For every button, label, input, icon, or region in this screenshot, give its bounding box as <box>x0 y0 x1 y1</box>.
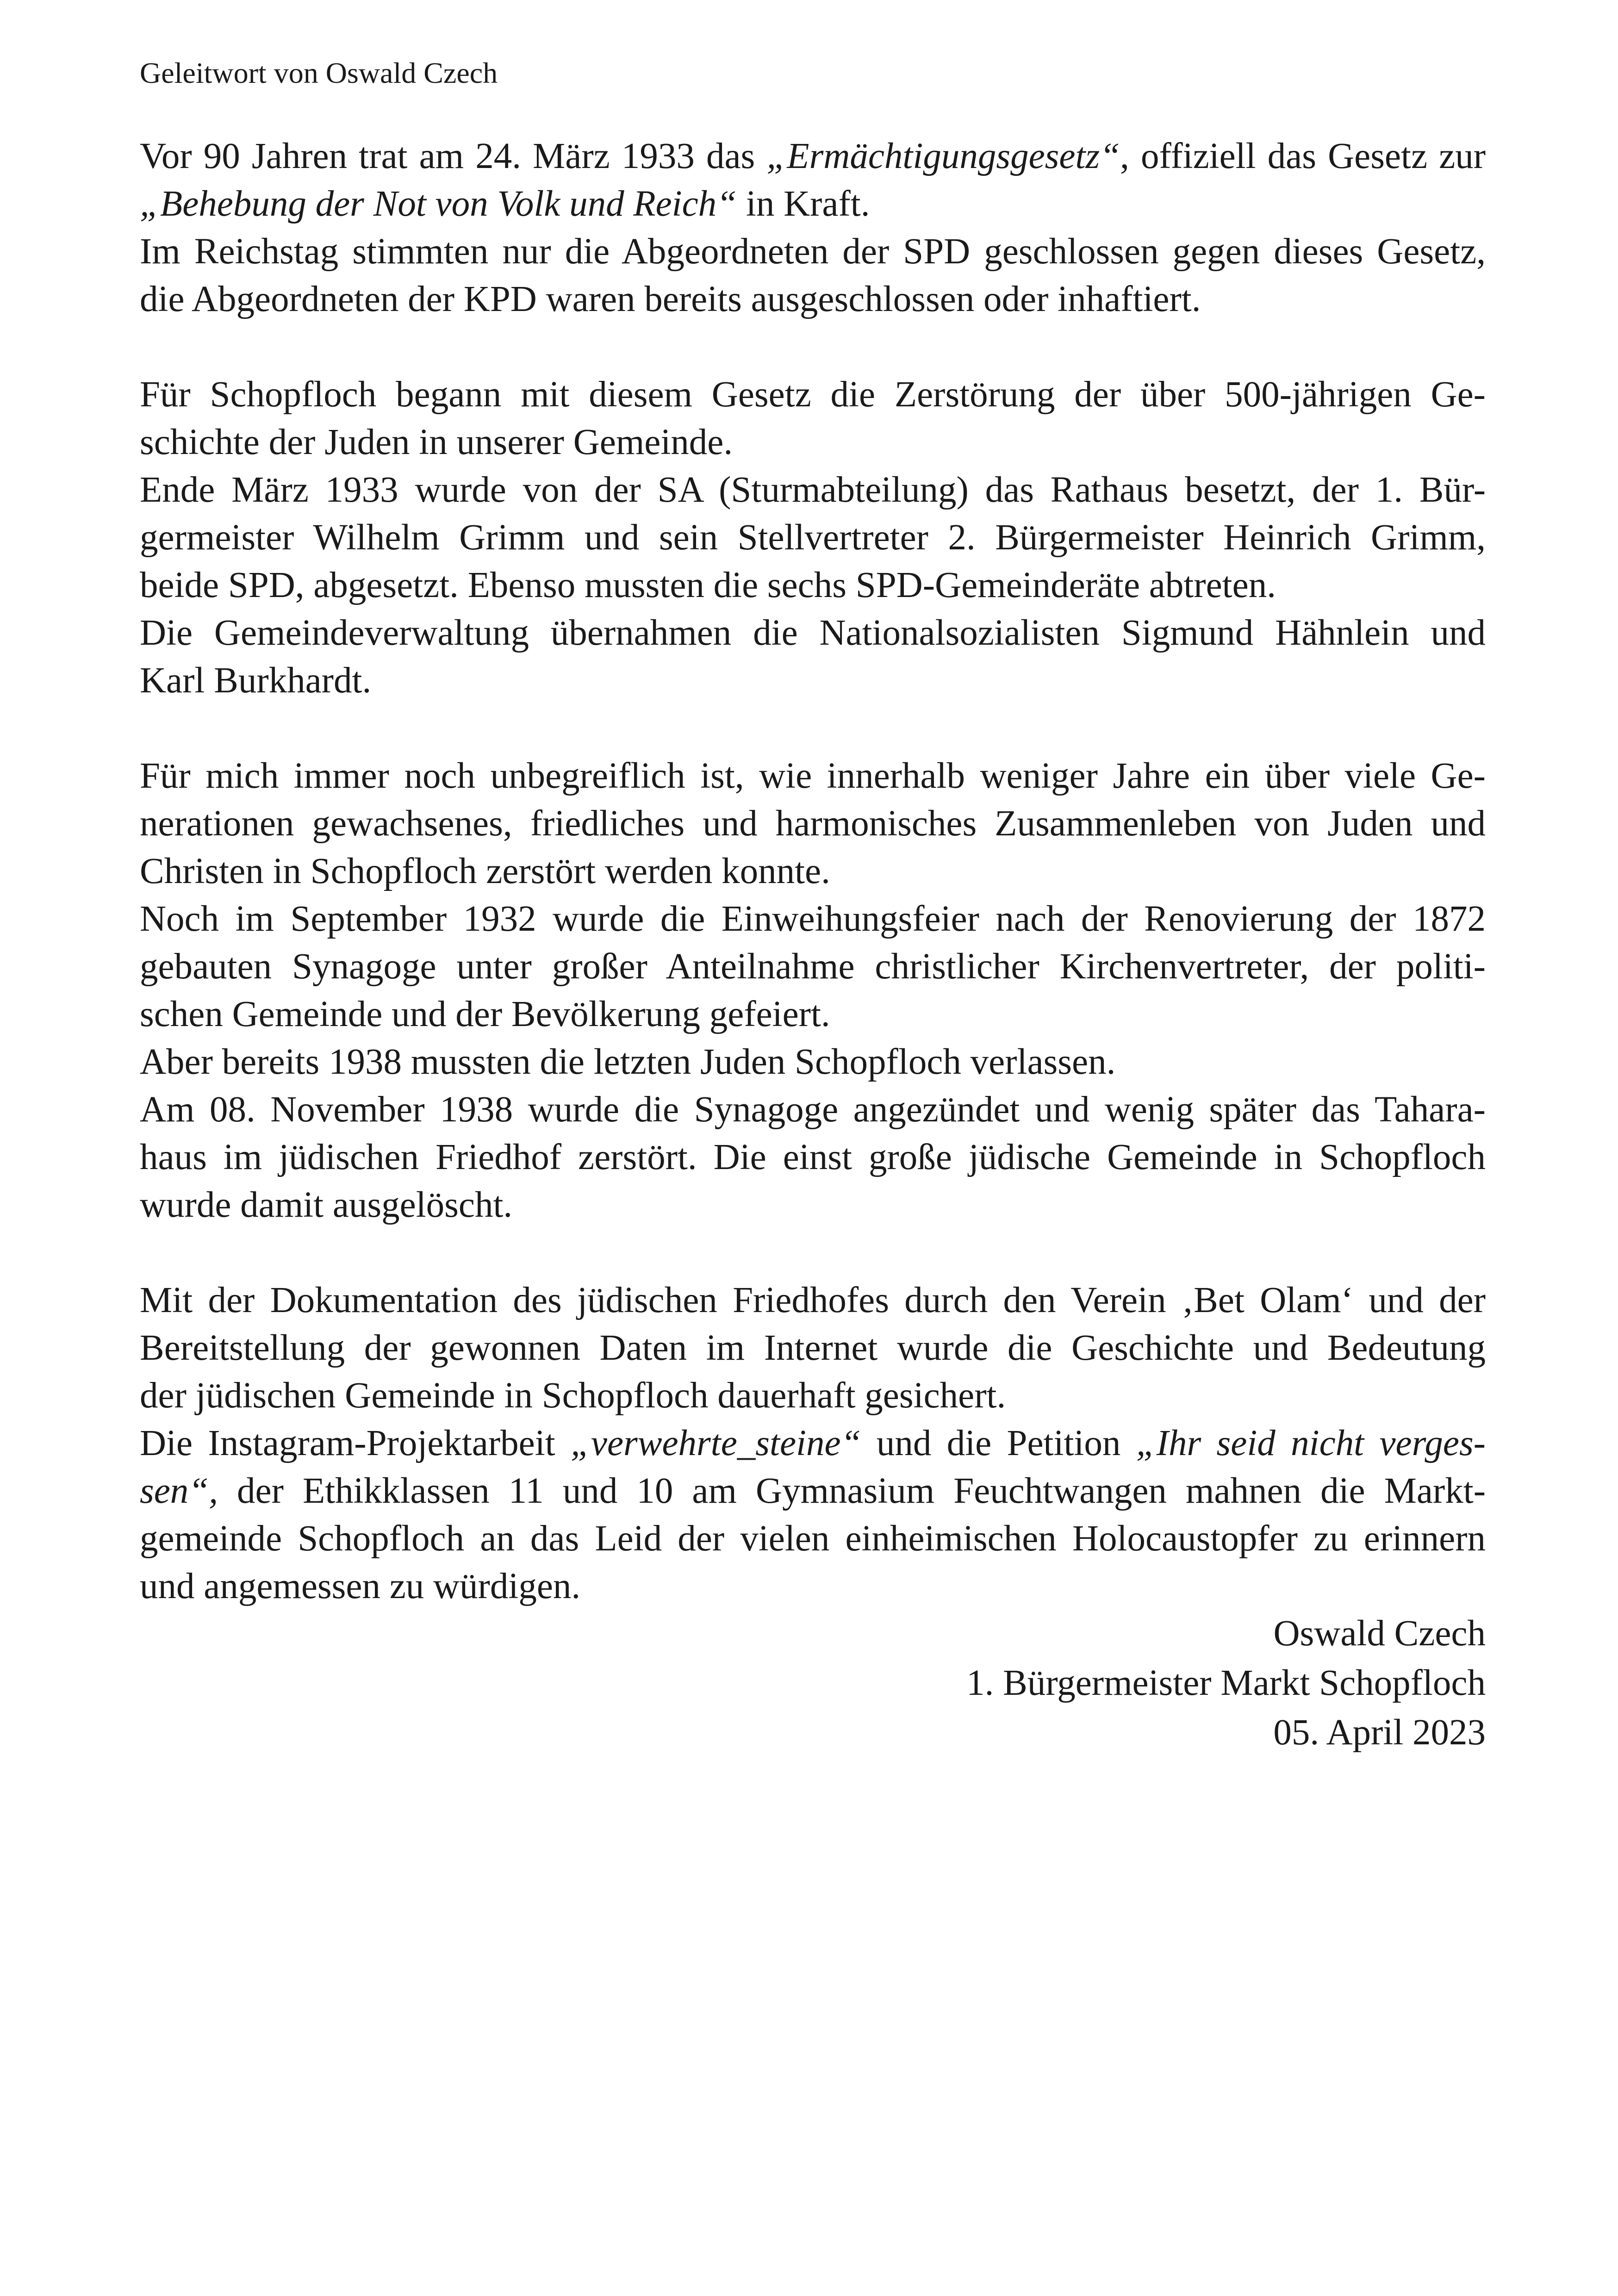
text-line: Noch im September 1932 wurde die Einweihungsfeier nach der Renovierung der 1872 <box>140 899 1486 939</box>
italic-title: „Ermächtigungsgesetz“ <box>766 136 1120 176</box>
text-run: Vor 90 Jahren trat am 24. März 1933 das <box>140 136 767 176</box>
running-head: Geleitwort von Oswald Czech <box>140 56 498 89</box>
text-line: Karl Burkhardt. <box>140 660 372 701</box>
text-line: der jüdischen Gemeinde in Schopfloch dauerhaft gesichert. <box>140 1375 1006 1416</box>
text-line: Am 08. November 1938 wurde die Synagoge angezündet und wenig später das Tahara- <box>140 1089 1486 1130</box>
text-line: Bereitstellung der gewonnen Daten im Internet wurde die Geschichte und Bedeutung <box>140 1328 1486 1368</box>
text-line: beide SPD, abgesetzt. Ebenso mussten die sechs SPD-Gemeinderäte abtreten. <box>140 565 1276 605</box>
signatory-name: Oswald Czech <box>1273 1613 1486 1654</box>
text-line: Für Schopfloch begann mit diesem Gesetz die Zerstörung der über 500-jährigen Ge- <box>140 374 1486 415</box>
text-line: und angemessen zu würdigen. <box>140 1566 581 1606</box>
italic-title: sen“, <box>140 1471 218 1511</box>
italic-title: „Ihr seid nicht verges- <box>1136 1423 1486 1463</box>
paragraph-1 <box>140 132 1486 323</box>
text-line: Aber bereits 1938 mussten die letzten Juden Schopfloch verlassen. <box>140 1042 1116 1082</box>
text-line: Die Gemeindeverwaltung übernahmen die Nationalsozialisten Sigmund Hähnlein und <box>140 613 1486 653</box>
text-line <box>140 1419 1486 1467</box>
signature-block <box>966 1609 1486 1757</box>
italic-title: „Behebung der Not von Volk und Reich“ <box>140 184 737 224</box>
text-line: nerationen gewachsenes, friedliches und harmonisches Zusammenleben von Juden und <box>140 803 1486 844</box>
text-line: Mit der Dokumentation des jüdischen Friedhofes durch den Verein ‚Bet Olam‘ und der <box>140 1280 1486 1320</box>
text-run: und die Petition <box>861 1423 1136 1463</box>
text-line <box>140 1467 1486 1515</box>
text-line: Christen in Schopfloch zerstört werden konnte. <box>140 851 830 891</box>
text-line: haus im jüdischen Friedhof zerstört. Die einst große jüdische Gemeinde in Schopfloch <box>140 1137 1486 1177</box>
text-line: die Abgeordneten der KPD waren bereits ausgeschlossen oder inhaftiert. <box>140 279 1201 319</box>
text-line <box>140 132 1486 180</box>
text-run: Die Instagram-Projektarbeit <box>140 1423 571 1463</box>
signatory-title: 1. Bürgermeister Markt Schopfloch <box>966 1663 1486 1703</box>
letter-body <box>140 132 1486 1610</box>
text-line: schen Gemeinde und der Bevölkerung gefeiert. <box>140 994 830 1034</box>
text-line: germeister Wilhelm Grimm und sein Stellvertreter 2. Bürgermeister Heinrich Grimm, <box>140 517 1486 558</box>
text-run: der Ethikklassen 11 und 10 am Gymnasium Feuchtwangen mahnen die Markt- <box>218 1471 1486 1511</box>
text-line: wurde damit ausgelöscht. <box>140 1185 513 1225</box>
text-line: Im Reichstag stimmten nur die Abgeordneten der SPD geschlossen gegen dieses Gesetz, <box>140 231 1486 272</box>
signature-date: 05. April 2023 <box>1273 1712 1486 1753</box>
paragraph-gap <box>140 323 1486 371</box>
paragraph-2 <box>140 371 1486 704</box>
paragraph-gap <box>140 704 1486 752</box>
text-run: in Kraft. <box>737 184 870 224</box>
text-line: gemeinde Schopfloch an das Leid der vielen einheimischen Holocaustopfer zu erinnern <box>140 1518 1486 1559</box>
italic-title: „verwehrte_steine“ <box>570 1423 861 1463</box>
text-run: , offiziell das Gesetz zur <box>1120 136 1486 176</box>
paragraph-4 <box>140 1276 1486 1610</box>
paragraph-3 <box>140 752 1486 1229</box>
text-line <box>140 180 1486 228</box>
text-line: Ende März 1933 wurde von der SA (Sturmabteilung) das Rathaus besetzt, der 1. Bür- <box>140 470 1486 510</box>
text-line: schichte der Juden in unserer Gemeinde. <box>140 422 733 462</box>
paragraph-gap <box>140 1229 1486 1276</box>
text-line: gebauten Synagoge unter großer Anteilnahme christlicher Kirchenvertreter, der politi- <box>140 946 1486 987</box>
text-line: Für mich immer noch unbegreiflich ist, wie innerhalb weniger Jahre ein über viele Ge- <box>140 756 1486 796</box>
